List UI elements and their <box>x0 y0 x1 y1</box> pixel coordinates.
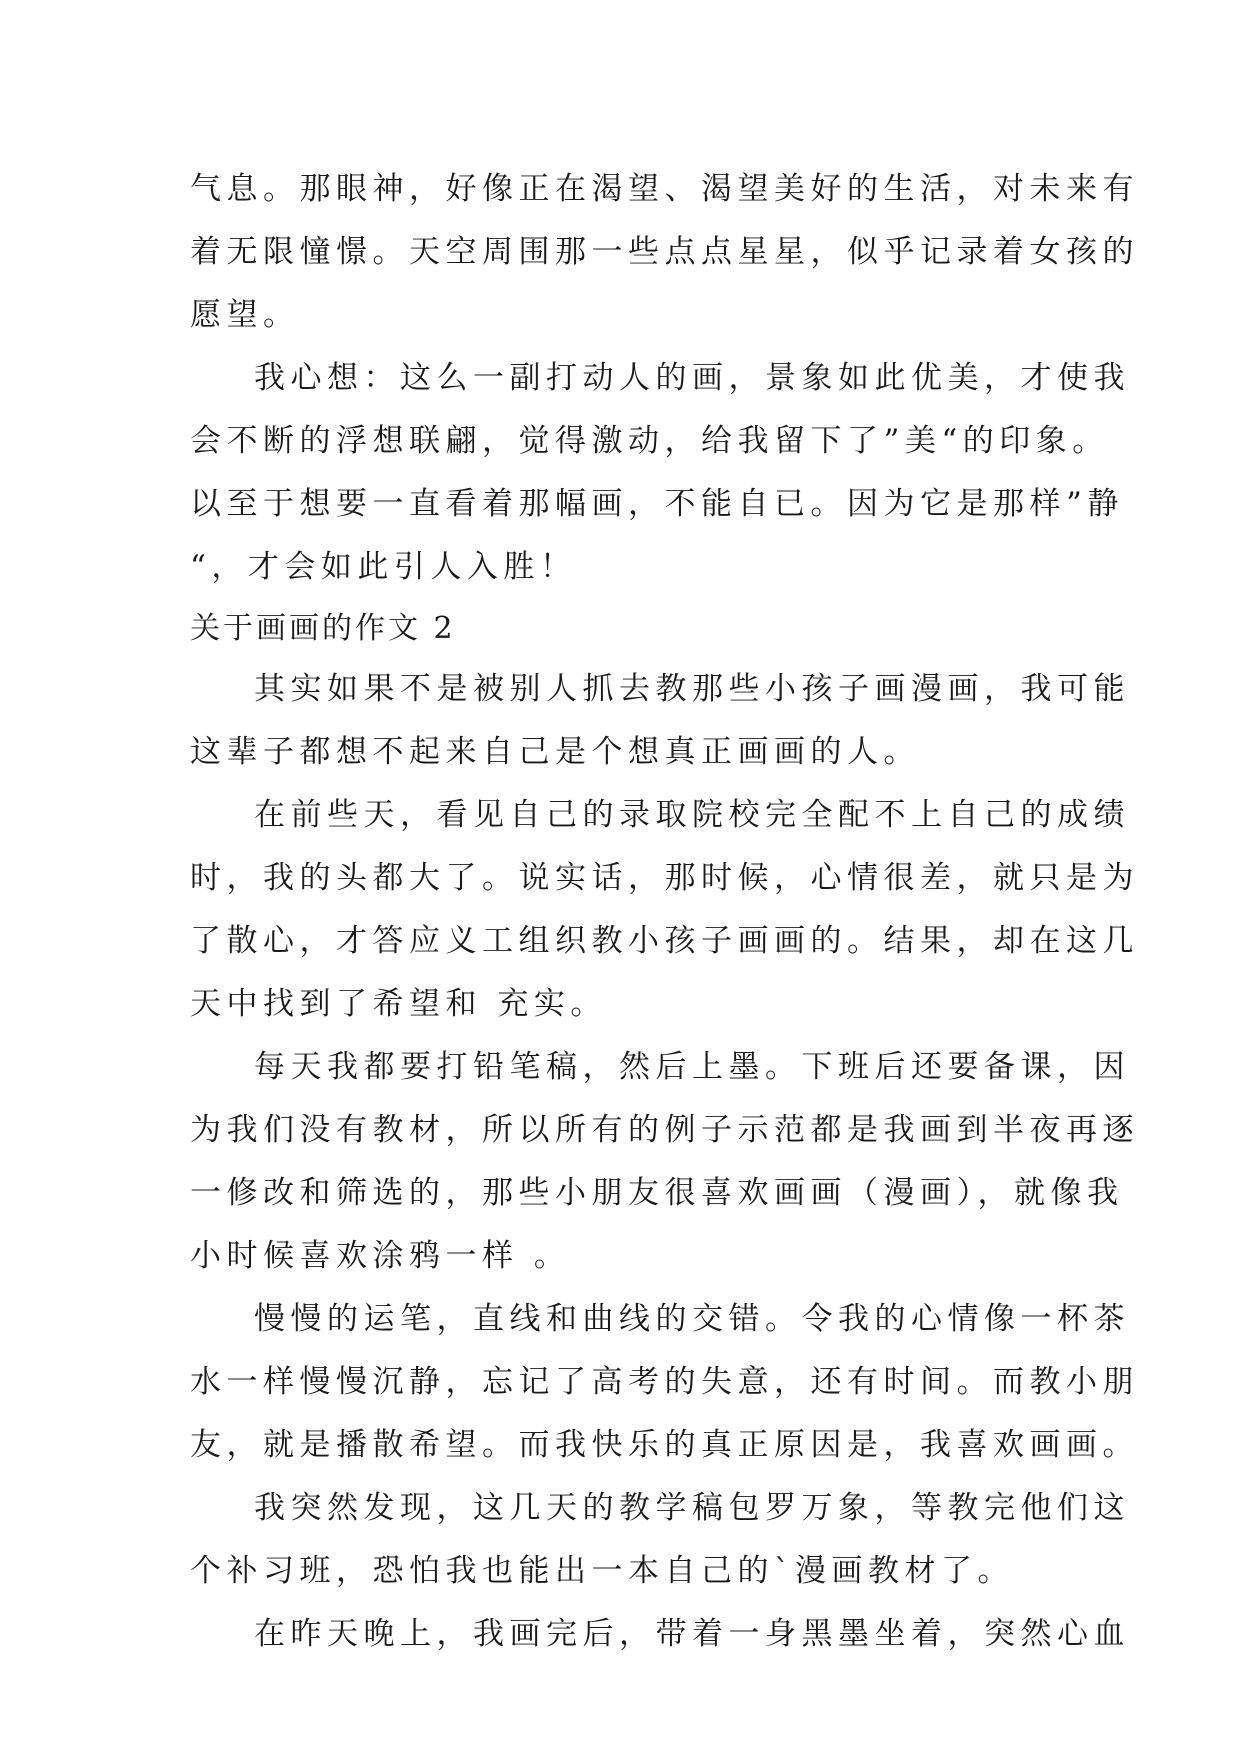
text-line: 一修改和筛选的，那些小朋友很喜欢画画（漫画），就像我 <box>190 1175 1124 1211</box>
text-line: 愿望。 <box>190 297 300 333</box>
text-line: 小时候喜欢涂鸦一样 。 <box>190 1238 571 1274</box>
text-line: 友，就是播散希望。而我快乐的真正原因是，我喜欢画画。 <box>190 1427 1139 1463</box>
text-line: 慢慢的运笔，直线和曲线的交错。令我的心情像一杯茶 <box>254 1301 1130 1337</box>
paragraph <box>190 1036 1139 1288</box>
text-line: 会不断的浮想联翩，觉得激动，给我留下了”美“的印象。 <box>190 423 1109 459</box>
text-line: 每天我都要打铅笔稿，然后上墨。下班后还要备课，因 <box>254 1049 1130 1085</box>
text-line: 时，我的头都大了。说实话，那时候，心情很差，就只是为 <box>190 860 1139 896</box>
text-line: 其实如果不是被别人抓去教那些小孩子画漫画，我可能 <box>254 671 1130 707</box>
text-line: 在前些天，看见自己的录取院校完全配不上自己的成绩 <box>254 797 1130 833</box>
text-line: 这辈子都想不起来自己是个想真正画画的人。 <box>190 734 920 770</box>
section-heading: 关于画画的作文 2 <box>190 611 456 646</box>
paragraph <box>190 1477 1130 1603</box>
paragraph <box>190 658 1130 784</box>
paragraph <box>190 158 1139 347</box>
text-line: 着无限憧憬。天空周围那一些点点星星，似乎记录着女孩的 <box>190 234 1139 270</box>
text-line: 在昨天晚上，我画完后，带着一身黑墨坐着，突然心血 <box>254 1616 1130 1652</box>
text-line: 我突然发现，这几天的教学稿包罗万象，等教完他们这 <box>254 1490 1130 1526</box>
text-line: 为我们没有教材，所以所有的例子示范都是我画到半夜再逐 <box>190 1112 1139 1148</box>
text-line: 个补习班，恐怕我也能出一本自己的`漫画教材了。 <box>190 1553 1014 1589</box>
text-line: “，才会如此引人入胜！ <box>190 549 577 585</box>
paragraph <box>190 784 1139 1036</box>
paragraph <box>190 1288 1139 1477</box>
text-line: 气息。那眼神，好像正在渴望、渴望美好的生活，对未来有 <box>190 171 1139 207</box>
text-line: 天中找到了希望和 充实。 <box>190 986 607 1022</box>
text-line: 了散心，才答应义工组织教小孩子画画的。结果，却在这几 <box>190 923 1139 959</box>
text-line: 水一样慢慢沉静，忘记了高考的失意，还有时间。而教小朋 <box>190 1364 1139 1400</box>
paragraph <box>190 1603 1130 1666</box>
paragraph <box>190 347 1130 599</box>
text-line: 我心想：这么一副打动人的画，景象如此优美，才使我 <box>254 360 1130 396</box>
document-body <box>190 158 1139 1666</box>
text-line: 以至于想要一直看着那幅画，不能自已。因为它是那样”静 <box>190 486 1124 522</box>
